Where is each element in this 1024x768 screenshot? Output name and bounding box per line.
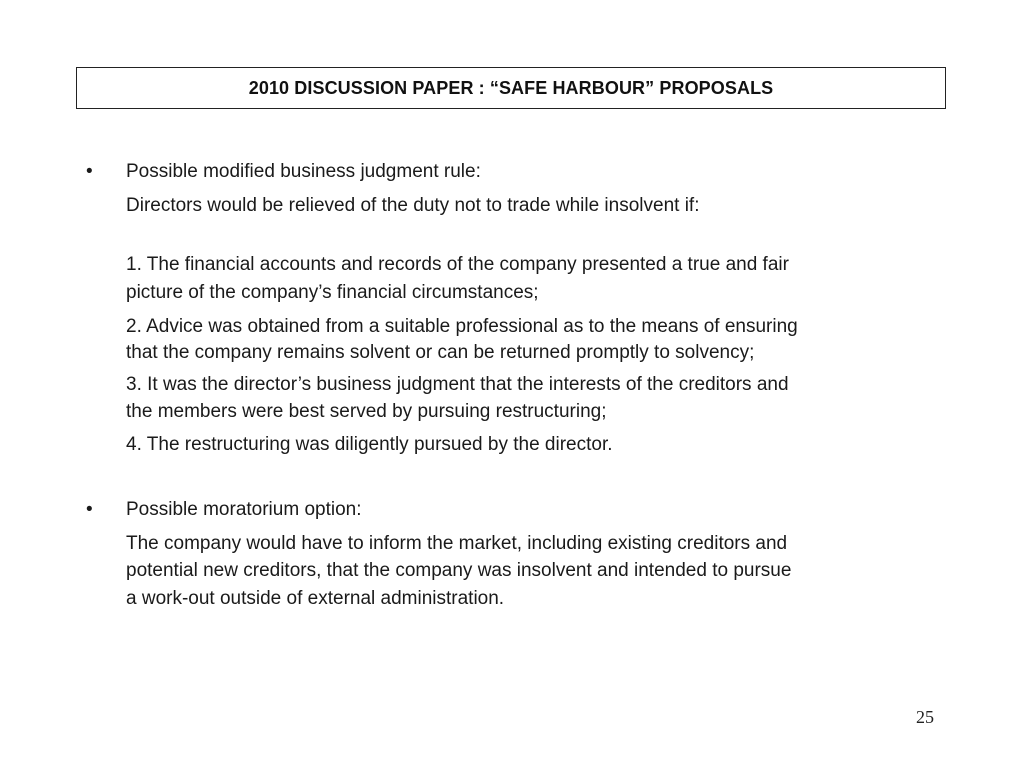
condition-3-line1: 3. It was the director’s business judgment that the interests of the creditors and	[126, 374, 789, 395]
section1-intro: Directors would be relieved of the duty not to trade while insolvent if:	[126, 195, 700, 216]
condition-2-line1: 2. Advice was obtained from a suitable professional as to the means of ensuring	[126, 316, 798, 337]
section2-line-3: a work-out outside of external administration.	[126, 588, 505, 609]
condition-1-line1: 1. The financial accounts and records of the company presented a true and fair	[126, 254, 789, 275]
section2-line-2: potential new creditors, that the company was insolvent and intended to pursue	[126, 560, 792, 581]
page-number: 25	[916, 707, 934, 727]
section2-heading: Possible moratorium option:	[126, 499, 362, 520]
condition-2-line2: that the company remains solvent or can be returned promptly to solvency;	[126, 342, 755, 363]
section2-line-1: The company would have to inform the market, including existing creditors and	[126, 533, 788, 554]
condition-3-line2: the members were best served by pursuing restructuring;	[126, 401, 607, 422]
bullet-2: •	[86, 499, 93, 520]
bullet-1: •	[86, 161, 93, 182]
section1-heading: Possible modified business judgment rule:	[126, 161, 481, 182]
condition-4-line1: 4. The restructuring was diligently pursued by the director.	[126, 434, 613, 455]
condition-1-line2: picture of the company’s financial circumstances;	[126, 282, 539, 303]
slide-title: 2010 DISCUSSION PAPER : “SAFE HARBOUR” PROPOSALS	[248, 78, 774, 98]
